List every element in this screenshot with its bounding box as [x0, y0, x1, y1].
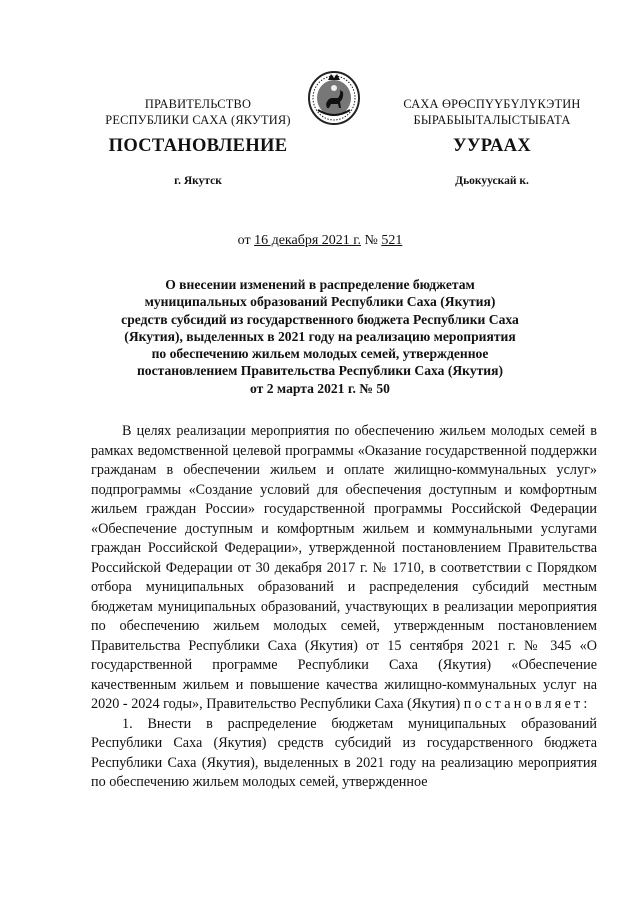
title-line: (Якутия), выделенных в 2021 году на реализацию мероприятия	[124, 328, 516, 344]
date-prefix: от	[237, 233, 255, 248]
decree-title	[118, 276, 522, 397]
doc-type-left: ПОСТАНОВЛЕНИЕ	[108, 136, 288, 156]
title-line: по обеспечению жильем молодых семей, утвержденное	[151, 346, 489, 362]
header-left-line2: РЕСПУБЛИКИ САХА (ЯКУТИЯ)	[105, 113, 291, 127]
preamble-text: В целях реализации мероприятия по обеспечению жильем молодых семей в рамках ведомственной целевой программы «Оказание государственной поддержки гражданам в обеспечении жильем и оплате жилищно-коммунальных услуг» подпрограммы «Создание условий для обеспечения доступным и комфортным жильем граждан России» государственной программы Российской Федерации «Обеспечение доступным и комфортным жильем и коммунальными услугами граждан Российской Федерации», утвержденной постановлением Правительства Российской Федерации от 30 декабря 2017 г. № 1710, в соответствии с Порядком отбора муниципальных образований и распределения субсидий местным бюджетам муниципальных образований, участвующих в реализации мероприятия по обеспечению жильем молодых семей, утвержденным постановлением Правительства Республики Саха (Якутия) от 15 сентября 2021 г. № 345 «О государственной программе Республики Саха (Якутия) «Обеспечение качественным жильем и повышение качества жилищно-коммунальных услуг на 2020 - 2024 годы», Правительство Республики Саха (Якутия)	[91, 423, 597, 712]
city-left: г. Якутск	[174, 175, 222, 187]
title-line: средств субсидий из государственного бюджета Республики Саха	[121, 311, 519, 327]
title-line: постановлением Правительства Республики Саха (Якутия)	[136, 363, 504, 379]
header-right-line2: БЫРАБЫЫТАЛЫСТЫБАТА	[413, 113, 571, 127]
decree-date-line	[0, 233, 640, 249]
header-right-line1: САХА ӨРӨСПҮҮБҮЛҮКЭТИН	[403, 97, 581, 111]
header-left-authority	[98, 96, 298, 128]
number-sign: №	[360, 233, 382, 248]
doc-type-right: УУРААХ	[453, 136, 531, 156]
header-left-line1: ПРАВИТЕЛЬСТВО	[144, 97, 252, 111]
header-right-authority	[392, 96, 592, 128]
title-line: О внесении изменений в распределение бюджетам	[165, 277, 475, 292]
body-paragraph: 1. Внести в распределение бюджетам муниципальных образований Республики Саха (Якутия) средств субсидий из государственного бюджета Республики Саха (Якутия), выделенных в 2021 году на реализацию мероприятия по обеспечению жильем молодых семей, утвержденное	[91, 715, 597, 790]
decree-date: 16 декабря 2021 г.	[254, 233, 361, 248]
decree-body	[91, 422, 597, 793]
city-right: Дьокуускай к.	[455, 175, 529, 187]
title-line: от 2 марта 2021 г. № 50	[250, 380, 390, 396]
title-line: муниципальных образований Республики Саха (Якутия)	[144, 294, 496, 310]
republic-emblem-icon	[306, 66, 362, 126]
decree-word: постановляет:	[463, 696, 591, 712]
decree-number: 521	[381, 233, 403, 248]
body-paragraph	[91, 422, 597, 715]
